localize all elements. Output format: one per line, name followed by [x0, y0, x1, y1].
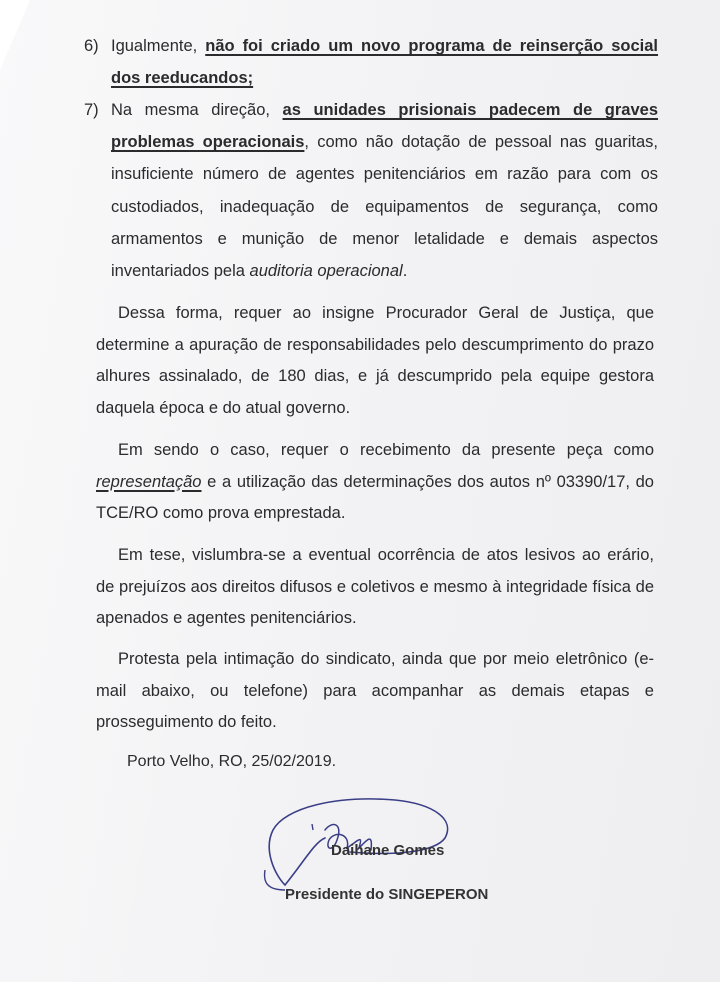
date-line: Porto Velho, RO, 25/02/2019. [127, 753, 337, 770]
item-number: 6) [84, 37, 99, 55]
item-emphasis: não foi criado um novo programa de reinserção social dos reeducandos; [111, 37, 659, 88]
item-rest: , como não dotação de pessoal nas guaritas, insuficiente número de agentes penitenciários em razão para com os custodiados, inadequação de equipamentos de segurança, como armamentos e munição de menor letalidade e demais aspectos inventariados pela [111, 133, 658, 281]
paragraph-text-end: e a utilização das determinações dos autos nº 03390/17, do TCE/RO como prova emprestada. [96, 472, 654, 522]
item-rest-end: . [402, 262, 408, 281]
representation-term: representação [96, 472, 202, 491]
item-intro: Igualmente, [111, 37, 206, 55]
item-intro: Na mesma direção, [111, 101, 283, 119]
list-item-6 [84, 30, 658, 94]
paragraph-text-start: Em sendo o caso, requer o recebimento da presente peça como [118, 441, 654, 459]
paragraph-thesis [96, 540, 654, 635]
item-number: 7) [84, 101, 99, 119]
signatory-role: Presidente do SINGEPERON [285, 886, 489, 903]
signatory-name: Daihane Gomes [331, 842, 445, 859]
list-item-7 [84, 94, 658, 287]
paragraph-text: Protesta pela intimação do sindicato, ainda que por meio eletrônico (e-mail abaixo, ou telefone) para acompanhar as demais etapas e prosseguimento do feito. [96, 650, 654, 731]
page-corner [0, 0, 30, 70]
paragraph-text: Em tese, vislumbra-se a eventual ocorrência de atos lesivos ao erário, de prejuízos aos direitos difusos e coletivos e mesmo à integridade física de apenados e agentes penitenciários. [96, 546, 654, 627]
paragraph-representation [96, 435, 654, 530]
paragraph-text: Dessa forma, requer ao insigne Procurador Geral de Justiça, que determine a apuração de responsabilidades pelo descumprimento do prazo alhures assinalado, de 180 dias, e já descumprido pela equipe gestora daquela época e do atual governo. [96, 304, 654, 417]
item-rest-italic: auditoria operacional [249, 262, 403, 281]
paragraph-protest [96, 644, 654, 739]
paragraph-request [96, 298, 654, 424]
item-emphasis: as unidades prisionais padecem de graves problemas operacionais [111, 101, 659, 152]
